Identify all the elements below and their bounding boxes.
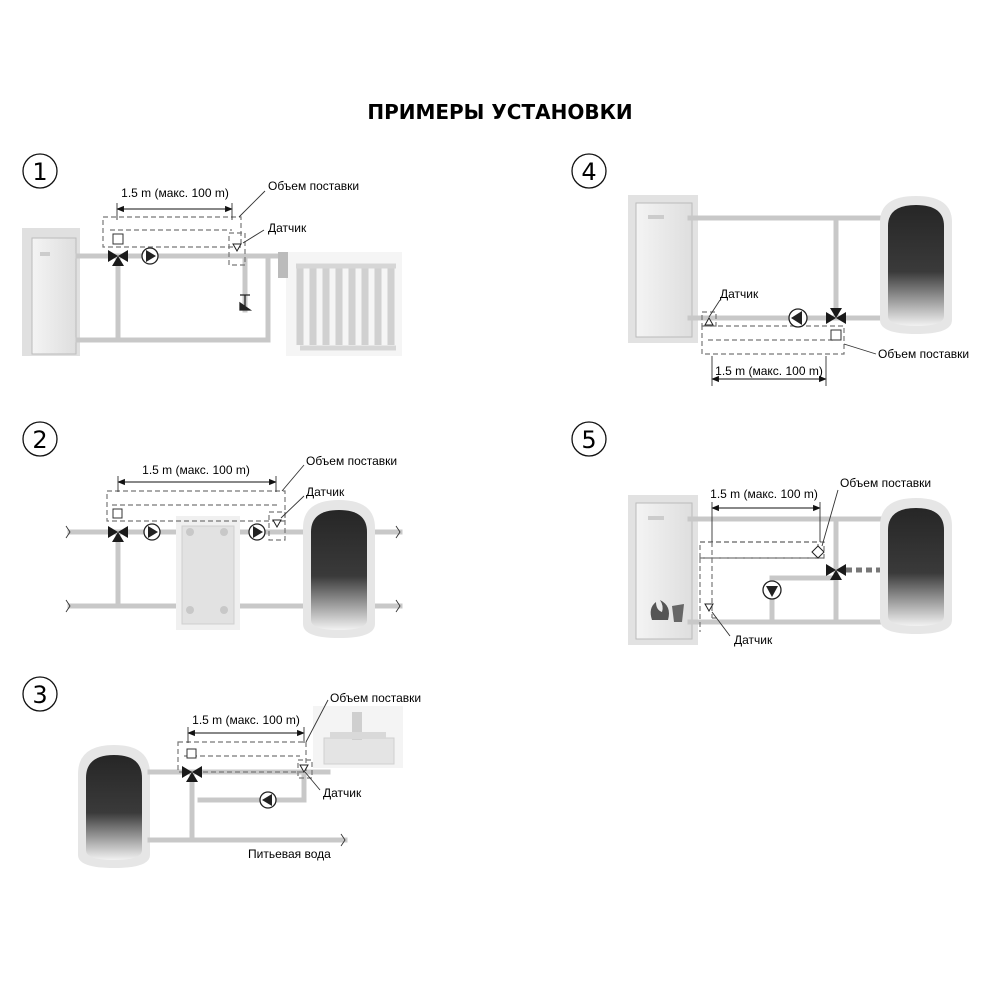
example-number: 1 bbox=[32, 158, 48, 186]
three-way-valve-icon bbox=[108, 509, 128, 542]
dimension-label: 1.5 m (макс. 100 m) bbox=[121, 186, 229, 200]
pump-icon bbox=[249, 524, 265, 540]
pump-icon bbox=[142, 248, 158, 264]
supply-scope-box bbox=[178, 742, 306, 772]
dimension-label: 1.5 m (макс. 100 m) bbox=[142, 463, 250, 477]
storage-tank-icon bbox=[880, 196, 952, 334]
storage-tank-icon bbox=[78, 745, 150, 868]
three-way-valve-icon bbox=[826, 308, 846, 340]
drinking-water-label: Питьевая вода bbox=[248, 847, 331, 861]
supply-scope-label: Объем поставки bbox=[306, 454, 398, 468]
supply-scope-label: Объем поставки bbox=[330, 691, 422, 705]
example-4 bbox=[572, 154, 969, 386]
sensor-label: Датчик bbox=[268, 221, 307, 235]
heat-exchanger-icon bbox=[176, 516, 240, 630]
dimension-label: 1.5 m (макс. 100 m) bbox=[192, 713, 300, 727]
check-valve-icon bbox=[240, 295, 250, 310]
radiator-icon bbox=[313, 706, 403, 768]
sensor-label: Датчик bbox=[734, 633, 773, 647]
supply-scope-label: Объем поставки bbox=[878, 347, 970, 361]
boiler-icon bbox=[22, 228, 80, 356]
sensor-icon bbox=[273, 520, 281, 527]
page-title: ПРИМЕРЫ УСТАНОВКИ bbox=[367, 100, 633, 124]
three-way-valve-icon bbox=[182, 749, 202, 782]
pump-icon bbox=[260, 792, 276, 808]
example-2 bbox=[23, 422, 400, 638]
example-number: 3 bbox=[32, 681, 48, 709]
supply-scope-box bbox=[700, 542, 824, 558]
storage-tank-icon bbox=[303, 500, 375, 638]
dimension-label: 1.5 m (макс. 100 m) bbox=[715, 364, 823, 378]
supply-scope-label: Объем поставки bbox=[840, 476, 932, 490]
three-way-valve-icon bbox=[108, 234, 128, 266]
storage-tank-icon bbox=[880, 498, 952, 634]
sensor-label: Датчик bbox=[323, 786, 362, 800]
example-1 bbox=[22, 154, 402, 356]
example-3 bbox=[23, 677, 421, 868]
pump-icon bbox=[144, 524, 160, 540]
pump-icon bbox=[763, 581, 781, 599]
supply-scope-box bbox=[103, 217, 241, 247]
example-number: 5 bbox=[581, 426, 597, 454]
supply-scope-label: Объем поставки bbox=[268, 179, 360, 193]
sensor-label: Датчик bbox=[720, 287, 759, 301]
pump-icon bbox=[789, 309, 807, 327]
example-number: 4 bbox=[581, 158, 597, 186]
sensor-label: Датчик bbox=[306, 485, 345, 499]
dimension-label: 1.5 m (макс. 100 m) bbox=[710, 487, 818, 501]
example-5 bbox=[572, 422, 952, 647]
example-number: 2 bbox=[32, 426, 48, 454]
radiator-icon bbox=[278, 252, 402, 356]
